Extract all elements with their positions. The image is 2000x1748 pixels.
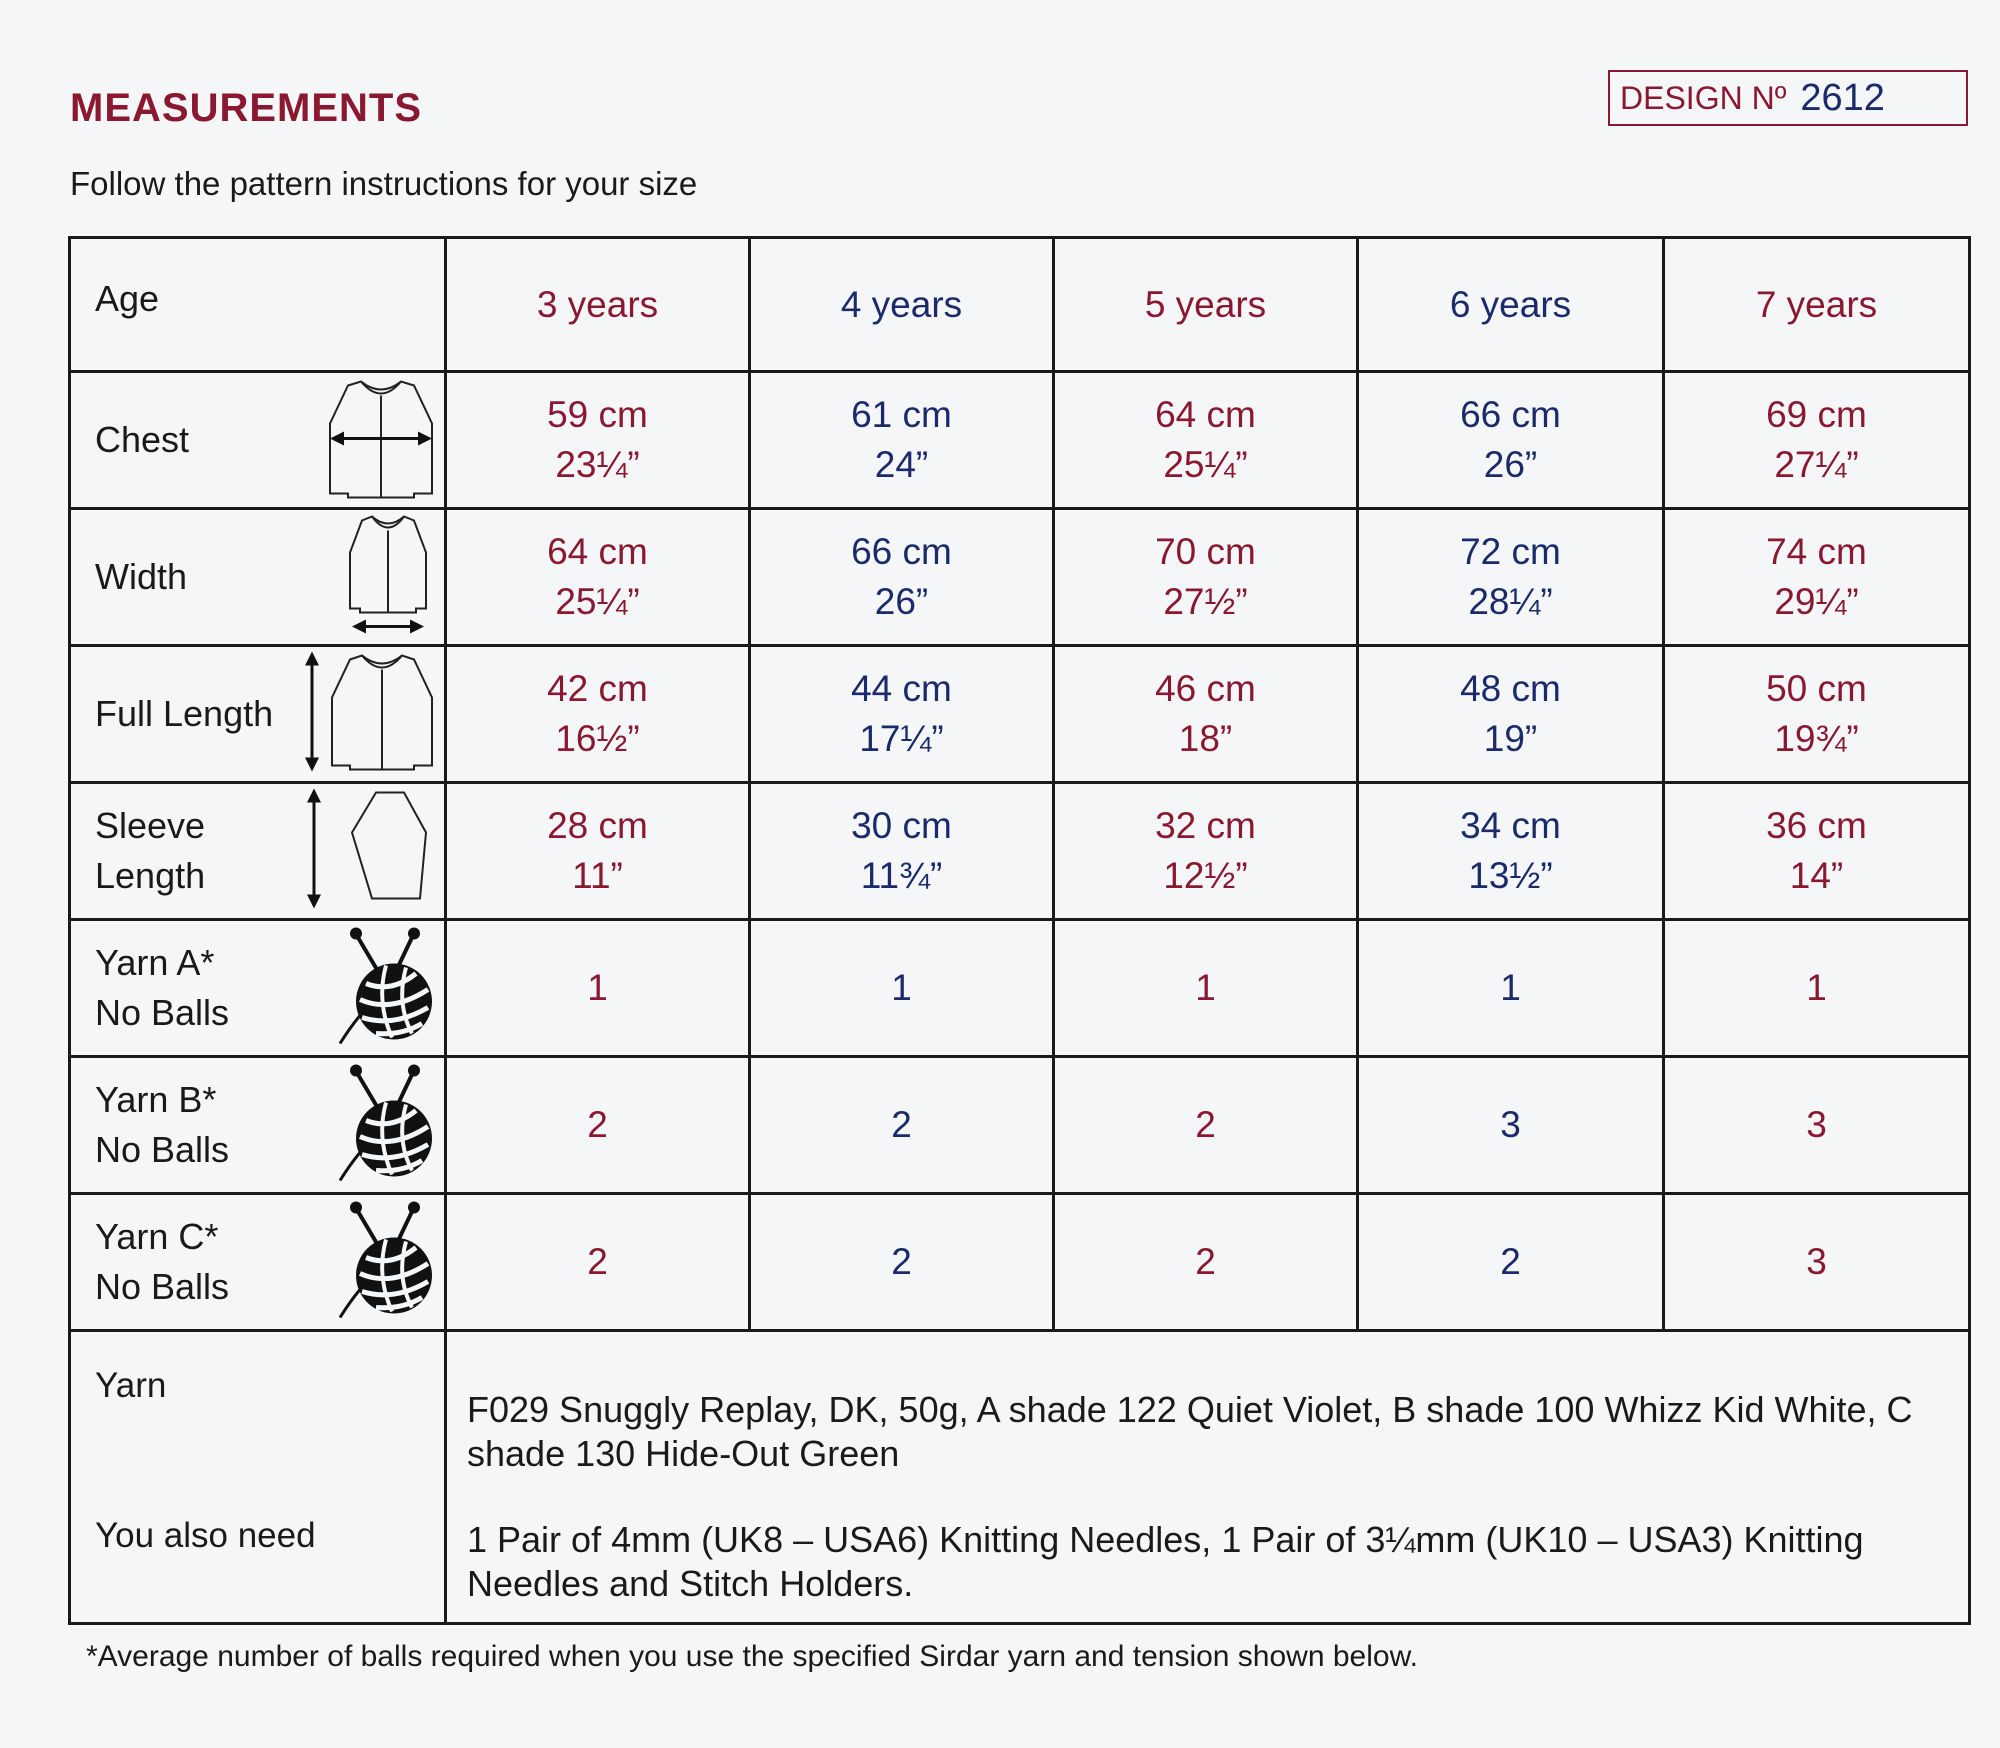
balls-cell: 1: [1664, 920, 1970, 1057]
full-length-measure-icon: [300, 650, 436, 779]
balls-cell: 1: [1054, 920, 1358, 1057]
value-cell: 32 cm 12½”: [1054, 783, 1358, 920]
row-label-full-length: [70, 646, 446, 783]
age-header: 7 years: [1664, 238, 1970, 372]
table-row-yarn-b: [70, 1057, 1970, 1194]
balls-cell: 1: [446, 920, 750, 1057]
row-label-chest: [70, 372, 446, 509]
yarn-value: F029 Snuggly Replay, DK, 50g, A shade 122 Quiet Violet, B shade 100 Whizz Kid White, C shade 130 Hide-Out Green: [467, 1389, 1913, 1474]
value-cell: 74 cm 29¼”: [1664, 509, 1970, 646]
value-cell: 28 cm 11”: [446, 783, 750, 920]
balls-cell: 1: [1358, 920, 1664, 1057]
value-cell: 66 cm 26”: [750, 509, 1054, 646]
balls-cell: 2: [750, 1194, 1054, 1331]
balls-cell: 3: [1358, 1057, 1664, 1194]
balls-cell: 2: [750, 1057, 1054, 1194]
balls-cell: 3: [1664, 1057, 1970, 1194]
full-length-label: Full Length: [95, 693, 274, 734]
yarn-info-values: [446, 1331, 1970, 1624]
table-row-width: [70, 509, 1970, 646]
value-cell: 69 cm 27¼”: [1664, 372, 1970, 509]
yarn-info-labels: [70, 1331, 446, 1624]
value-cell: 61 cm 24”: [750, 372, 1054, 509]
value-cell: 59 cm 23¼”: [446, 372, 750, 509]
value-cell: 30 cm 11¾”: [750, 783, 1054, 920]
table-row-full-length: [70, 646, 1970, 783]
sleeve-length-measure-icon: [300, 787, 436, 916]
design-number-box: [1608, 70, 1968, 126]
value-cell: 34 cm 13½”: [1358, 783, 1664, 920]
width-label: Width: [95, 556, 188, 597]
age-header: 6 years: [1358, 238, 1664, 372]
table-row-yarn-info: [70, 1331, 1970, 1624]
row-label-yarn-a: [70, 920, 446, 1057]
balls-cell: 2: [446, 1057, 750, 1194]
value-cell: 46 cm 18”: [1054, 646, 1358, 783]
chest-measure-icon: [326, 376, 436, 505]
yarn-ball-icon: [336, 1061, 436, 1190]
balls-cell: 3: [1664, 1194, 1970, 1331]
row-label-sleeve-length: [70, 783, 446, 920]
subtitle: Follow the pattern instructions for your size: [70, 165, 698, 202]
footnote: *Average number of balls required when you use the specified Sirdar yarn and tension shown below.: [86, 1640, 1418, 1673]
also-need-value: 1 Pair of 4mm (UK8 – USA6) Knitting Needles, 1 Pair of 3¼mm (UK10 – USA3) Knitting Needles and Stitch Holders.: [467, 1519, 1864, 1604]
row-label-yarn-c: [70, 1194, 446, 1331]
table-row-age: [70, 238, 1970, 372]
design-number: 2612: [1800, 76, 1885, 119]
balls-cell: 2: [1358, 1194, 1664, 1331]
page-title: MEASUREMENTS: [70, 86, 423, 130]
value-cell: 64 cm 25¼”: [446, 509, 750, 646]
value-cell: 66 cm 26”: [1358, 372, 1664, 509]
yarn-label: Yarn: [95, 1366, 167, 1405]
chest-label: Chest: [95, 419, 190, 460]
age-header: 4 years: [750, 238, 1054, 372]
row-label-width: [70, 509, 446, 646]
balls-cell: 2: [1054, 1194, 1358, 1331]
value-cell: 42 cm 16½”: [446, 646, 750, 783]
age-label: Age: [95, 278, 160, 319]
value-cell: 44 cm 17¼”: [750, 646, 1054, 783]
value-cell: 72 cm 28¼”: [1358, 509, 1664, 646]
value-cell: 64 cm 25¼”: [1054, 372, 1358, 509]
table-row-chest: [70, 372, 1970, 509]
value-cell: 48 cm 19”: [1358, 646, 1664, 783]
measurements-table: [68, 236, 1971, 1625]
balls-cell: 2: [446, 1194, 750, 1331]
age-header: 3 years: [446, 238, 750, 372]
yarn-a-label: Yarn A* No Balls: [95, 942, 230, 1033]
balls-cell: 2: [1054, 1057, 1358, 1194]
width-measure-icon: [336, 513, 436, 642]
value-cell: 50 cm 19¾”: [1664, 646, 1970, 783]
value-cell: 36 cm 14”: [1664, 783, 1970, 920]
yarn-b-label: Yarn B* No Balls: [95, 1079, 230, 1170]
yarn-c-label: Yarn C* No Balls: [95, 1216, 230, 1307]
table-row-yarn-c: [70, 1194, 1970, 1331]
table-row-yarn-a: [70, 920, 1970, 1057]
also-need-label: You also need: [95, 1516, 316, 1555]
balls-cell: 1: [750, 920, 1054, 1057]
row-label-age: [70, 238, 446, 372]
design-label: DESIGN Nº: [1620, 79, 1787, 116]
yarn-ball-icon: [336, 924, 436, 1053]
table-row-sleeve-length: [70, 783, 1970, 920]
age-header: 5 years: [1054, 238, 1358, 372]
value-cell: 70 cm 27½”: [1054, 509, 1358, 646]
row-label-yarn-b: [70, 1057, 446, 1194]
yarn-ball-icon: [336, 1198, 436, 1327]
sleeve-length-label: Sleeve Length: [95, 805, 206, 896]
